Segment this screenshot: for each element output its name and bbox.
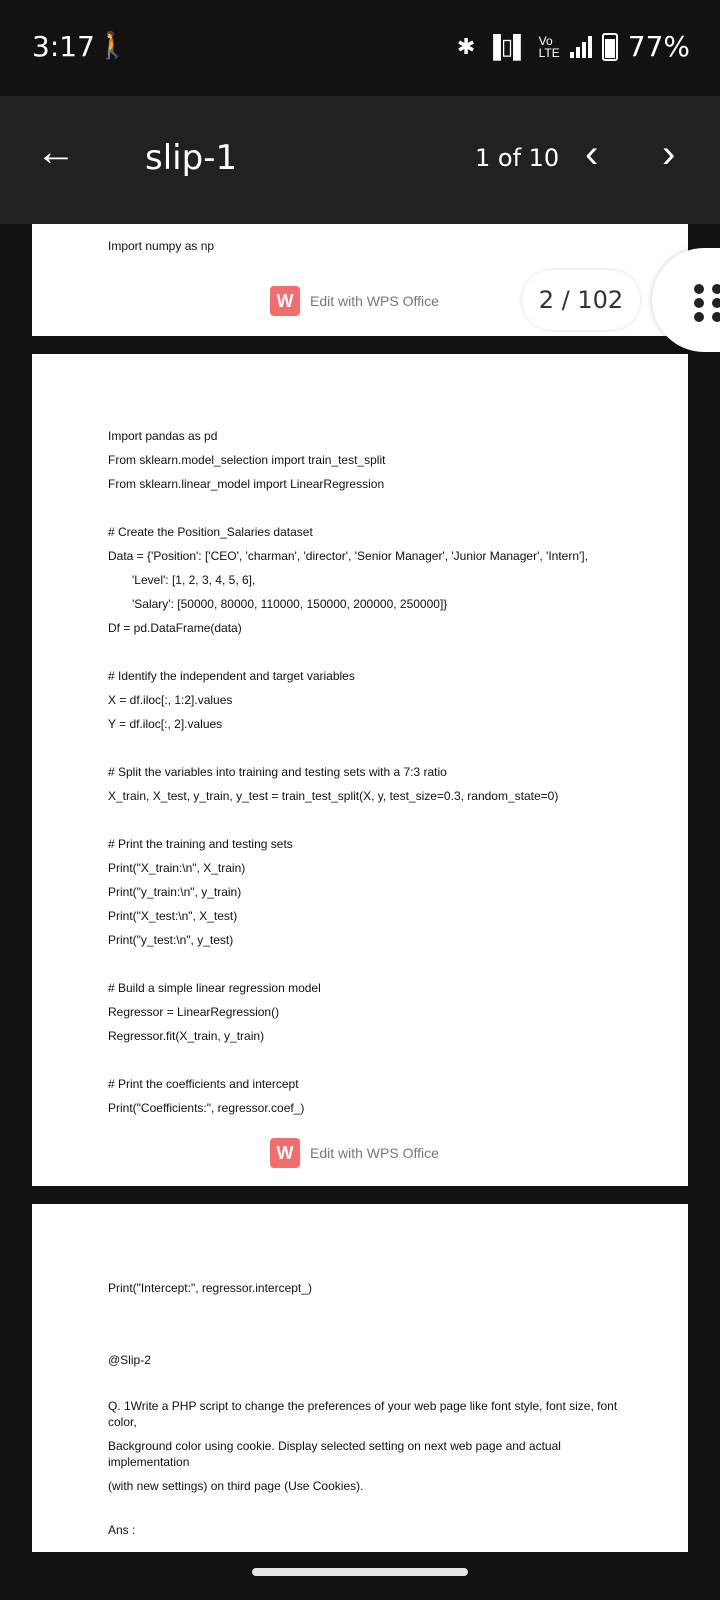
page-text-line: Data = {'Position': ['CEO', 'charman', 'director', 'Senior Manager', 'Junior Manager', 'Intern'],	[108, 549, 588, 563]
page-text-line: Regressor.fit(X_train, y_train)	[108, 1029, 265, 1043]
page-text-line: From sklearn.linear_model import LinearRegression	[108, 477, 385, 491]
page-text-line: Print("X_test:\n", X_test)	[108, 909, 238, 923]
status-bar	[0, 0, 720, 96]
page-text-line: # Print the training and testing sets	[108, 837, 293, 851]
previous-page-icon[interactable]: ‹	[585, 132, 599, 176]
page-text-line: (with new settings) on third page (Use Cookies).	[108, 1479, 364, 1493]
lte-signal-icon	[570, 36, 592, 58]
page-text-line: # Build a simple linear regression model	[108, 981, 321, 995]
page-text-line: # Split the variables into training and testing sets with a 7:3 ratio	[108, 765, 447, 779]
page-text-line: From sklearn.model_selection import train_test_split	[108, 453, 386, 467]
page-text-line: Print("Coefficients:", regressor.coef_)	[108, 1101, 305, 1115]
page-text-line: Print("y_test:\n", y_test)	[108, 933, 234, 947]
page-count: 1 of 10	[475, 144, 560, 172]
page-text-line: X = df.iloc[:, 1:2].values	[108, 693, 233, 707]
next-page-icon[interactable]: ›	[662, 132, 676, 176]
page-text-line: Print("X_train:\n", X_train)	[108, 861, 246, 875]
page-text-line: Import numpy as np	[108, 239, 215, 253]
page-text-line: 'Salary': [50000, 80000, 110000, 150000, 200000, 250000]}	[132, 597, 448, 611]
document-viewer[interactable]	[0, 224, 720, 1552]
volte-icon: Vo LTE	[538, 33, 560, 60]
walk-icon: 🚶	[96, 30, 129, 60]
document-title: slip-1	[145, 138, 238, 178]
page-text-line: X_train, X_test, y_train, y_test = train_test_split(X, y, test_size=0.3, random_state=0)	[108, 789, 559, 803]
back-arrow-icon[interactable]: ←	[36, 130, 76, 174]
status-icons	[457, 30, 690, 63]
navigation-bar	[0, 1552, 720, 1600]
home-gesture-handle[interactable]	[252, 1568, 468, 1576]
wps-edit-button[interactable]	[270, 1138, 439, 1168]
page-text-line: # Identify the independent and target variables	[108, 669, 355, 683]
page-text-line: Print("Intercept:", regressor.intercept_)	[108, 1281, 312, 1295]
page-text-line: # Create the Position_Salaries dataset	[108, 525, 313, 539]
page-text-line: @Slip-2	[108, 1353, 151, 1367]
wps-icon: W	[270, 286, 300, 316]
page-text-line: Regressor = LinearRegression()	[108, 1005, 280, 1019]
page-text-line: Df = pd.DataFrame(data)	[108, 621, 242, 635]
wps-edit-label: Edit with WPS Office	[310, 1145, 439, 1161]
grid-dots-icon	[694, 284, 720, 318]
page-text-line: Import pandas as pd	[108, 429, 218, 443]
battery-icon	[602, 33, 618, 61]
vibrate-icon: ▐▯▌	[485, 33, 529, 59]
wps-edit-button[interactable]	[270, 286, 439, 316]
page-text-line: 'Level': [1, 2, 3, 4, 5, 6],	[132, 573, 256, 587]
page-text-line: Y = df.iloc[:, 2].values	[108, 717, 223, 731]
page-text-line: # Print the coefficients and intercept	[108, 1077, 299, 1091]
bluetooth-icon: ✱	[456, 33, 476, 59]
page-text-line: Q. 1Write a PHP script to change the preferences of your web page like font style, font size, font color,	[108, 1399, 618, 1429]
document-page	[32, 1204, 688, 1552]
page-text-line: Print("y_train:\n", y_train)	[108, 885, 242, 899]
page-indicator: 2 / 102	[522, 270, 640, 330]
battery-percent: 77%	[627, 30, 690, 63]
status-time: 3:17	[32, 30, 95, 63]
document-page	[32, 354, 688, 1186]
page-text-line: Ans :	[108, 1523, 136, 1537]
app-toolbar	[0, 96, 720, 224]
page-text-line: Background color using cookie. Display selected setting on next web page and actual implementation	[108, 1439, 561, 1469]
wps-icon: W	[270, 1138, 300, 1168]
wps-edit-label: Edit with WPS Office	[310, 293, 439, 309]
